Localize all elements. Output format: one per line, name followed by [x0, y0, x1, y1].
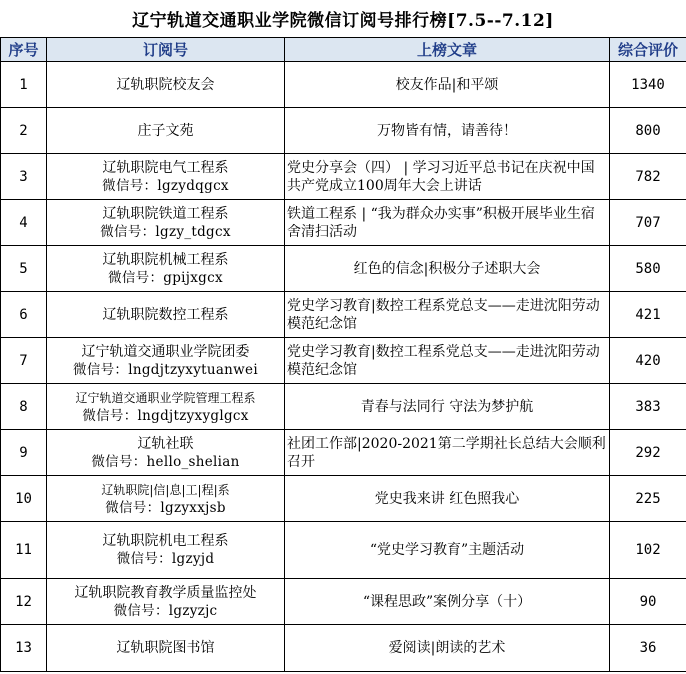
account-wechat-id: 微信号：lgzyzjc: [113, 602, 218, 619]
table-row: [1, 522, 686, 579]
table-row: [1, 292, 686, 338]
row-account: [47, 154, 285, 200]
row-score: 36: [610, 625, 686, 672]
article-title-link[interactable]: 青春与法同行 守法为梦护航: [360, 398, 534, 415]
account-wechat-id: 微信号：lgzydqgcx: [102, 177, 229, 194]
account-wechat-id: 微信号：lngdjtzyxytuanwei: [73, 361, 258, 378]
row-seq: 12: [1, 579, 47, 625]
ranking-table: [0, 37, 686, 672]
row-seq: 6: [1, 292, 47, 338]
row-account: [47, 338, 285, 384]
row-account: [47, 476, 285, 522]
article-title-link[interactable]: “课程思政”案例分享（十）: [362, 593, 532, 610]
article-title-link[interactable]: 党史我来讲 红色照我心: [374, 490, 520, 507]
table-row: [1, 625, 686, 672]
account-name: 辽宁轨道交通职业学院管理工程系: [75, 390, 256, 405]
table-row: [1, 108, 686, 154]
row-account: [47, 522, 285, 579]
article-title-link[interactable]: 党史学习教育|数控工程系党总支——走进沈阳劳动模范纪念馆: [287, 343, 600, 378]
table-row: [1, 154, 686, 200]
account-wechat-id: 微信号：lgzyxxjsb: [105, 499, 226, 516]
account-wechat-id: 微信号：lgzy_tdgcx: [100, 223, 231, 240]
row-article: [285, 476, 610, 522]
article-title-link[interactable]: 党史学习教育|数控工程系党总支——走进沈阳劳动模范纪念馆: [287, 297, 600, 332]
row-article: [285, 522, 610, 579]
row-score: 782: [610, 154, 686, 200]
account-wechat-id: 微信号：gpijxgcx: [108, 269, 223, 286]
row-seq: 7: [1, 338, 47, 384]
row-score: 800: [610, 108, 686, 154]
table-row: [1, 384, 686, 430]
row-seq: 3: [1, 154, 47, 200]
article-title-link[interactable]: 社团工作部|2020-2021第二学期社长总结大会顺利召开: [287, 435, 606, 470]
row-account: [47, 108, 285, 154]
row-account: [47, 292, 285, 338]
account-name: 辽轨职院机电工程系: [102, 533, 229, 549]
account-name: 辽轨职院铁道工程系: [102, 205, 229, 222]
article-title-link[interactable]: 万物皆有情，请善待！: [377, 122, 517, 139]
table-row: [1, 579, 686, 625]
account-name: 辽轨职院教育教学质量监控处: [74, 584, 257, 601]
row-score: 383: [610, 384, 686, 430]
row-account: [47, 625, 285, 672]
article-title-link[interactable]: 党史分享会（四） | 学习习近平总书记在庆祝中国共产党成立100周年大会上讲话: [287, 159, 595, 194]
table-row: [1, 476, 686, 522]
row-score: 580: [610, 246, 686, 292]
table-row: [1, 338, 686, 384]
row-seq: 8: [1, 384, 47, 430]
row-account: [47, 430, 285, 476]
table-row: [1, 200, 686, 246]
row-account: [47, 200, 285, 246]
row-score: 421: [610, 292, 686, 338]
article-title-link[interactable]: 铁道工程系 | “我为群众办实事”积极开展毕业生宿舍清扫活动: [287, 205, 595, 240]
row-article: [285, 625, 610, 672]
row-score: 707: [610, 200, 686, 246]
row-score: 292: [610, 430, 686, 476]
account-name: 辽轨社联: [137, 435, 194, 452]
account-wechat-id: 微信号：lgzyjd: [116, 551, 215, 567]
row-score: 225: [610, 476, 686, 522]
row-account: [47, 579, 285, 625]
row-score: 90: [610, 579, 686, 625]
row-seq: 4: [1, 200, 47, 246]
account-wechat-id: 微信号：hello_shelian: [91, 453, 240, 470]
table-row: [1, 246, 686, 292]
table-header-row: [1, 38, 686, 62]
row-seq: 1: [1, 62, 47, 108]
row-seq: 5: [1, 246, 47, 292]
article-title-link[interactable]: 校友作品|和平颂: [395, 76, 499, 93]
account-name: 辽轨职院校友会: [116, 76, 215, 93]
column-header-article: 上榜文章: [285, 38, 610, 62]
account-name: 辽轨职院机械工程系: [102, 251, 229, 268]
account-name: 庄子文苑: [137, 122, 194, 139]
table-row: [1, 430, 686, 476]
row-account: [47, 246, 285, 292]
account-name: 辽轨职院图书馆: [116, 640, 215, 656]
article-title-link[interactable]: 红色的信念|积极分子述职大会: [353, 260, 541, 277]
row-account: [47, 62, 285, 108]
article-title-link[interactable]: “党史学习教育”主题活动: [369, 542, 525, 558]
row-seq: 2: [1, 108, 47, 154]
row-score: 102: [610, 522, 686, 579]
row-article: [285, 154, 610, 200]
row-article: [285, 384, 610, 430]
row-article: [285, 200, 610, 246]
row-article: [285, 62, 610, 108]
row-seq: 10: [1, 476, 47, 522]
account-name: 辽宁轨道交通职业学院团委: [81, 343, 250, 360]
row-article: [285, 292, 610, 338]
row-article: [285, 246, 610, 292]
row-seq: 13: [1, 625, 47, 672]
row-seq: 11: [1, 522, 47, 579]
account-name: 辽轨职院数控工程系: [102, 306, 229, 323]
row-article: [285, 579, 610, 625]
article-title-link[interactable]: 爱阅读|朗读的艺术: [388, 640, 506, 656]
account-wechat-id: 微信号：lngdjtzyxyglgcx: [82, 407, 249, 424]
row-score: 1340: [610, 62, 686, 108]
column-header-account: 订阅号: [47, 38, 285, 62]
account-name: 辽轨职院电气工程系: [102, 159, 229, 176]
table-body: [1, 62, 686, 672]
row-score: 420: [610, 338, 686, 384]
row-article: [285, 108, 610, 154]
column-header-seq: 序号: [1, 38, 47, 62]
account-name: 辽轨职院|信|息|工|程|系: [101, 482, 230, 497]
column-header-score: 综合评价: [610, 38, 686, 62]
row-seq: 9: [1, 430, 47, 476]
row-account: [47, 384, 285, 430]
row-article: [285, 430, 610, 476]
page-title: 辽宁轨道交通职业学院微信订阅号排行榜[7.5--7.12]: [132, 11, 554, 31]
row-article: [285, 338, 610, 384]
table-row: [1, 62, 686, 108]
